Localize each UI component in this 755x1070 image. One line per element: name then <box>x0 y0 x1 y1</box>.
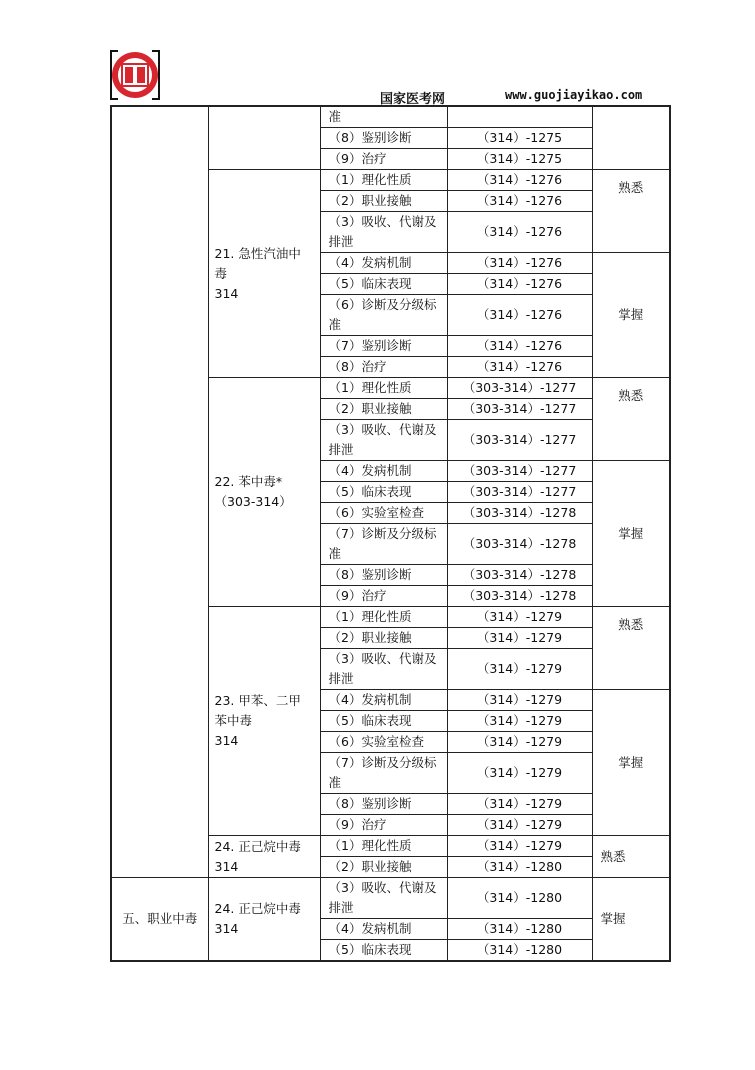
level-cell: 掌握 <box>592 878 670 962</box>
item-cell: （2）职业接触 <box>320 191 447 212</box>
ref-cell: （303-314）-1278 <box>447 524 592 565</box>
chapter-cell: 五、职业中毒 <box>111 878 208 962</box>
topic-line: 314 <box>214 733 239 748</box>
item-cell: （1）理化性质 <box>320 836 447 857</box>
topic-cell <box>208 836 320 878</box>
table-row <box>111 106 670 128</box>
ref-cell: （303-314）-1277 <box>447 482 592 503</box>
topic-cell <box>208 170 320 378</box>
item-cell: （3）吸收、代谢及排泄 <box>320 212 447 253</box>
topic-line: 22. 苯中毒* <box>214 474 283 489</box>
ref-cell: （314）-1279 <box>447 690 592 711</box>
item-cell: （3）吸收、代谢及排泄 <box>320 420 447 461</box>
level-cell: 熟悉 <box>592 607 670 690</box>
syllabus-table <box>110 105 671 962</box>
ref-cell: （314）-1280 <box>447 878 592 919</box>
topic-line: 24. 正己烷中毒 <box>214 838 301 854</box>
topic-line: 毒 <box>214 265 228 281</box>
item-cell: （6）实验室检查 <box>320 503 447 524</box>
ref-cell: （314）-1280 <box>447 857 592 878</box>
ref-cell: （314）-1276 <box>447 191 592 212</box>
ref-cell: （314）-1279 <box>447 607 592 628</box>
item-cell: （1）理化性质 <box>320 607 447 628</box>
item-cell: （1）理化性质 <box>320 170 447 191</box>
item-cell: （9）治疗 <box>320 586 447 607</box>
item-cell: （7）鉴别诊断 <box>320 336 447 357</box>
table-row <box>111 878 670 919</box>
ref-cell: （303-314）-1277 <box>447 461 592 482</box>
ref-cell: （303-314）-1278 <box>447 503 592 524</box>
item-cell: （8）鉴别诊断 <box>320 565 447 586</box>
ref-cell: （314）-1276 <box>447 357 592 378</box>
item-cell: （3）吸收、代谢及排泄 <box>320 878 447 919</box>
ref-cell: （314）-1279 <box>447 732 592 753</box>
item-cell: （5）临床表现 <box>320 274 447 295</box>
topic-line: 24. 正己烷中毒 <box>214 901 301 916</box>
site-url: www.guojiayikao.com <box>505 88 643 102</box>
ref-cell: （314）-1279 <box>447 628 592 649</box>
item-cell: （4）发病机制 <box>320 690 447 711</box>
level-cell: 掌握 <box>592 253 670 378</box>
topic-cell <box>208 106 320 170</box>
ref-cell: （314）-1275 <box>447 128 592 149</box>
topic-line: 314 <box>214 858 239 874</box>
ref-cell: （314）-1276 <box>447 336 592 357</box>
ref-cell: （314）-1276 <box>447 253 592 274</box>
topic-line: （303-314） <box>214 494 292 509</box>
topic-cell <box>208 378 320 607</box>
item-cell: （3）吸收、代谢及排泄 <box>320 649 447 690</box>
level-cell <box>592 106 670 170</box>
item-cell: （6）实验室检查 <box>320 732 447 753</box>
ref-cell: （314）-1279 <box>447 649 592 690</box>
site-name: 国家医考网 <box>380 92 446 107</box>
ref-cell: （303-314）-1277 <box>447 420 592 461</box>
level-cell: 掌握 <box>592 690 670 836</box>
topic-line: 314 <box>214 921 239 936</box>
item-cell: （8）鉴别诊断 <box>320 128 447 149</box>
level-cell: 熟悉 <box>592 170 670 253</box>
item-cell: （2）职业接触 <box>320 857 447 878</box>
item-cell: （7）诊断及分级标准 <box>320 524 447 565</box>
item-cell: （2）职业接触 <box>320 399 447 420</box>
item-cell: （5）临床表现 <box>320 940 447 962</box>
chapter-cell-blank <box>111 106 208 878</box>
ref-cell: （314）-1276 <box>447 170 592 191</box>
site-logo <box>110 50 160 100</box>
item-cell: 准 <box>320 106 447 128</box>
item-cell: （9）治疗 <box>320 815 447 836</box>
item-cell: （6）诊断及分级标准 <box>320 295 447 336</box>
ref-cell: （314）-1276 <box>447 274 592 295</box>
ref-cell: （314）-1276 <box>447 212 592 253</box>
item-cell: （1）理化性质 <box>320 378 447 399</box>
item-cell: （4）发病机制 <box>320 253 447 274</box>
topic-line: 苯中毒 <box>214 713 253 728</box>
level-cell: 掌握 <box>592 461 670 607</box>
item-cell: （5）临床表现 <box>320 711 447 732</box>
level-cell: 熟悉 <box>592 378 670 461</box>
topic-line: 21. 急性汽油中 <box>214 245 301 261</box>
ref-cell: （314）-1279 <box>447 836 592 857</box>
item-cell: （8）治疗 <box>320 357 447 378</box>
ref-cell: （314）-1279 <box>447 815 592 836</box>
topic-line: 23. 甲苯、二甲 <box>214 693 301 708</box>
item-cell: （4）发病机制 <box>320 919 447 940</box>
ref-cell: （314）-1279 <box>447 794 592 815</box>
ref-cell: （314）-1280 <box>447 940 592 962</box>
ref-cell: （314）-1279 <box>447 753 592 794</box>
ref-cell: （314）-1276 <box>447 295 592 336</box>
item-cell: （9）治疗 <box>320 149 447 170</box>
item-cell: （4）发病机制 <box>320 461 447 482</box>
item-cell: （7）诊断及分级标准 <box>320 753 447 794</box>
ref-cell: （303-314）-1278 <box>447 586 592 607</box>
topic-cell <box>208 607 320 836</box>
ref-cell: （314）-1279 <box>447 711 592 732</box>
ref-cell <box>447 106 592 128</box>
item-cell: （5）临床表现 <box>320 482 447 503</box>
topic-cell <box>208 878 320 962</box>
ref-cell: （303-314）-1277 <box>447 399 592 420</box>
ref-cell: （303-314）-1277 <box>447 378 592 399</box>
ref-cell: （314）-1275 <box>447 149 592 170</box>
level-cell: 熟悉 <box>592 836 670 878</box>
item-cell: （2）职业接触 <box>320 628 447 649</box>
ref-cell: （303-314）-1278 <box>447 565 592 586</box>
ref-cell: （314）-1280 <box>447 919 592 940</box>
item-cell: （8）鉴别诊断 <box>320 794 447 815</box>
topic-line: 314 <box>214 285 239 301</box>
